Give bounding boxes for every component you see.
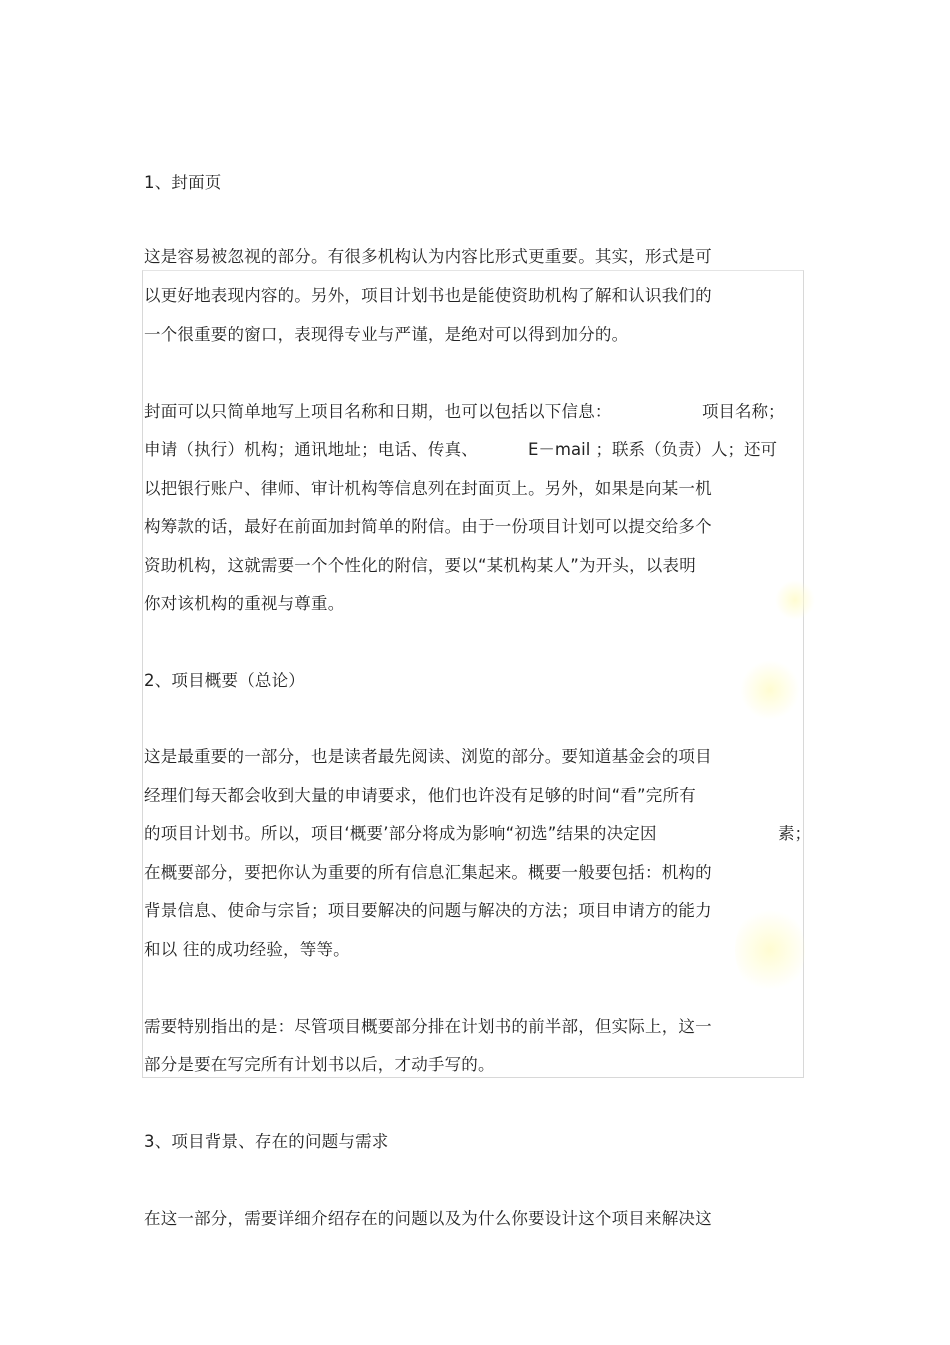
section-heading: 2、项目概要（总论）	[144, 671, 305, 690]
paragraph-line: 这是容易被忽视的部分。有很多机构认为内容比形式更重要。其实，形式是可	[144, 247, 712, 266]
scan-highlight	[735, 905, 805, 995]
paragraph-line-tail: 素；	[778, 824, 811, 843]
paragraph-line: 资助机构，这就需要一个个性化的附信，要以“某机构某人”为开头，以表明	[144, 556, 696, 575]
paragraph-line: 以更好地表现内容的。另外，项目计划书也是能使资助机构了解和认识我们的	[144, 286, 712, 305]
scan-highlight	[740, 660, 800, 720]
paragraph-line: 你对该机构的重视与尊重。	[144, 594, 345, 613]
paragraph-line: 背景信息、使命与宗旨；项目要解决的问题与解决的方法；项目申请方的能力	[144, 901, 712, 920]
paragraph-line-tail: 项目名称；	[702, 402, 785, 421]
paragraph-line-tail: E－mail ；联系（负责）人；还可	[528, 440, 778, 459]
section-heading: 3、项目背景、存在的问题与需求	[144, 1132, 389, 1151]
paragraph-line: 一个很重要的窗口，表现得专业与严谨，是绝对可以得到加分的。	[144, 325, 629, 344]
paragraph-line: 申请（执行）机构；通讯地址；电话、传真、	[144, 440, 478, 459]
paragraph-line: 的项目计划书。所以，项目‘概要’部分将成为影响“初选”结果的决定因	[144, 824, 657, 843]
paragraph-line: 经理们每天都会收到大量的申请要求，他们也许没有足够的时间“看”完所有	[144, 786, 696, 805]
scan-highlight	[775, 580, 815, 620]
section-heading: 1、封面页	[144, 173, 222, 192]
paragraph-line: 在这一部分，需要详细介绍存在的问题以及为什么你要设计这个项目来解决这	[144, 1209, 712, 1228]
paragraph-line: 需要特别指出的是：尽管项目概要部分排在计划书的前半部，但实际上，这一	[144, 1017, 712, 1036]
paragraph-line: 部分是要在写完所有计划书以后，才动手写的。	[144, 1055, 495, 1074]
paragraph-line: 和以 往的成功经验，等等。	[144, 940, 350, 959]
paragraph-line: 在概要部分，要把你认为重要的所有信息汇集起来。概要一般要包括：机构的	[144, 863, 712, 882]
paragraph-line: 以把银行账户、律师、审计机构等信息列在封面页上。另外，如果是向某一机	[144, 479, 712, 498]
paragraph-line: 封面可以只简单地写上项目名称和日期，也可以包括以下信息：	[144, 402, 612, 421]
paragraph-line: 这是最重要的一部分，也是读者最先阅读、浏览的部分。要知道基金会的项目	[144, 747, 712, 766]
paragraph-line: 构筹款的话，最好在前面加封简单的附信。由于一份项目计划可以提交给多个	[144, 517, 712, 536]
